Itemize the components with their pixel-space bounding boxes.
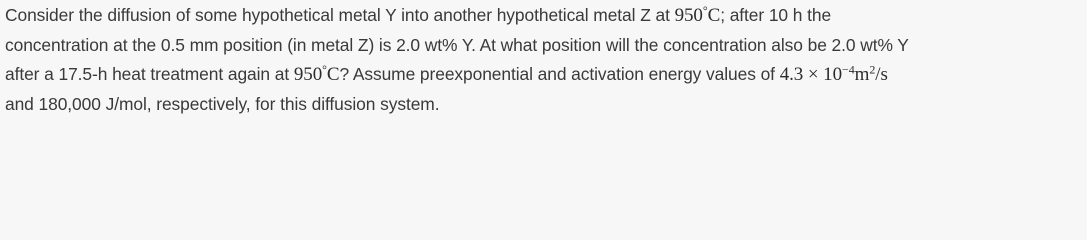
temperature-value: 950°C xyxy=(674,3,721,26)
problem-line-3 xyxy=(5,60,1085,90)
degree-symbol: ° xyxy=(322,62,327,77)
unit-base: m xyxy=(854,64,870,85)
text-segment: Consider the diffusion of some hypothetical metal Y into another hypothetical metal Z at xyxy=(5,5,675,25)
unit-exponent: 2 xyxy=(869,62,876,77)
temperature-unit: C xyxy=(707,5,721,26)
problem-line-2: concentration at the 0.5 mm position (in metal Z) is 2.0 wt% Y. At what position will the concentration also be 2.0 wt% Y xyxy=(5,34,909,55)
exponent: −4 xyxy=(842,62,855,77)
text-segment: after a 17.5-h heat treatment again at xyxy=(5,64,294,84)
preexponential-value: $4.3 \times 10^{-4}m^2/s$ xyxy=(779,62,888,85)
text-segment: ? Assume preexponential and activation energy values of xyxy=(339,64,780,84)
problem-line-4: and 180,000 J/mol, respectively, for this diffusion system. xyxy=(5,93,440,114)
degree-symbol: ° xyxy=(702,3,708,18)
problem-statement xyxy=(5,1,1085,119)
temperature-value: 950°C xyxy=(293,62,340,85)
temperature-unit: C xyxy=(326,64,340,85)
text-segment: ; after 10 h the xyxy=(720,5,832,25)
unit-tail: /s xyxy=(875,64,888,85)
problem-line-1 xyxy=(5,1,1085,31)
